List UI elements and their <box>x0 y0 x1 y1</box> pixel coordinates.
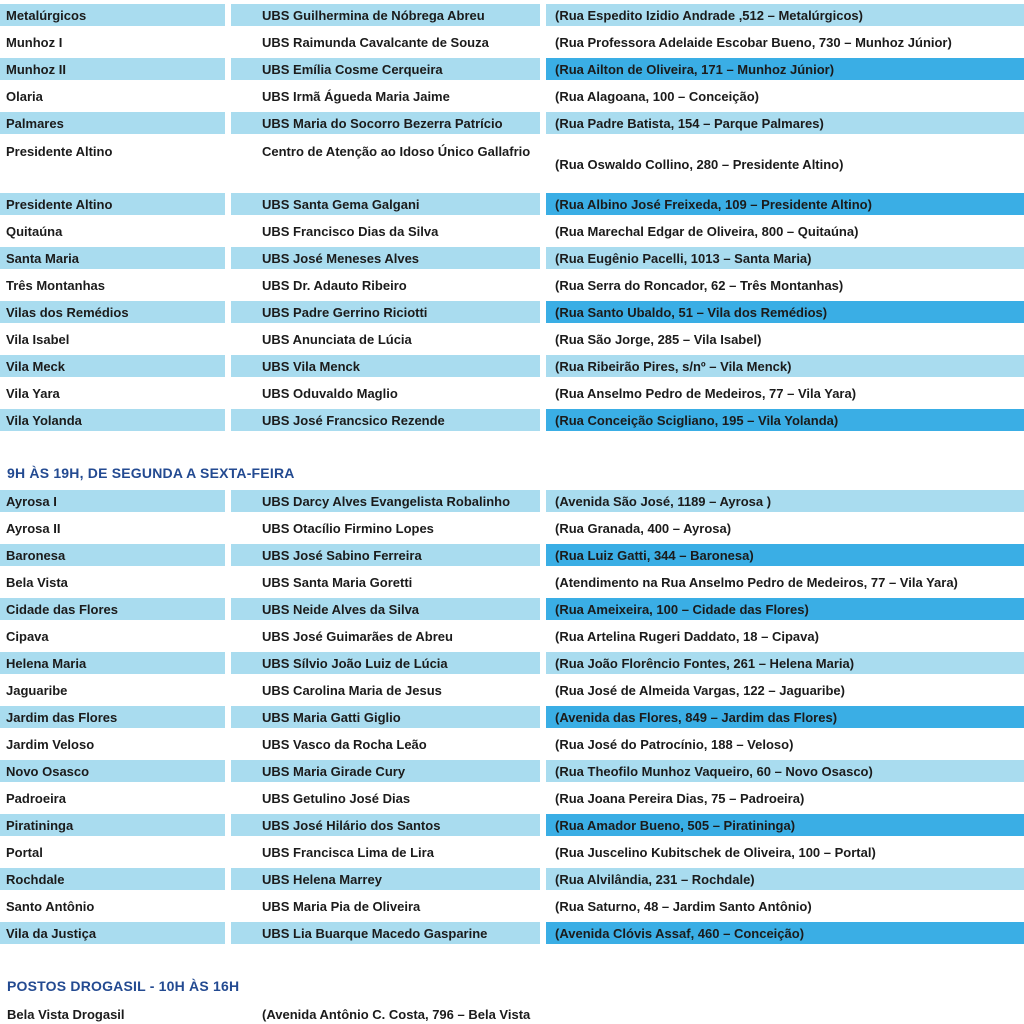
table-row <box>0 733 1024 755</box>
health-unit-cell: UBS Oduvaldo Maglio <box>262 385 398 401</box>
address-cell: (Atendimento na Rua Anselmo Pedro de Medeiros, 77 – Vila Yara) <box>555 574 958 590</box>
address-cell: (Rua Anselmo Pedro de Medeiros, 77 – Vila Yara) <box>555 385 857 401</box>
address-cell: (Rua Oswaldo Collino, 280 – Presidente Altino) <box>555 156 844 172</box>
neighborhood-cell: Ayrosa I <box>0 490 225 512</box>
neighborhood-cell: Portal <box>6 844 43 860</box>
address-cell: (Rua Ameixeira, 100 – Cidade das Flores) <box>546 598 1024 620</box>
table-row <box>0 490 1024 512</box>
table-row <box>0 139 1024 189</box>
table-row <box>0 112 1024 134</box>
health-unit-cell: UBS Helena Marrey <box>231 868 540 890</box>
address-cell: (Rua Saturno, 48 – Jardim Santo Antônio) <box>555 898 812 914</box>
table-row <box>0 85 1024 107</box>
table-row <box>0 625 1024 647</box>
neighborhood-cell: Jaguaribe <box>6 682 68 698</box>
table-row <box>0 355 1024 377</box>
health-unit-cell: UBS José Sabino Ferreira <box>231 544 540 566</box>
drogasil-name: Bela Vista Drogasil <box>7 1007 125 1022</box>
section-title-weekday-hours: 9H ÀS 19H, DE SEGUNDA A SEXTA-FEIRA <box>7 465 295 481</box>
address-cell: (Rua Joana Pereira Dias, 75 – Padroeira) <box>555 790 805 806</box>
address-cell: (Rua Professora Adelaide Escobar Bueno, 730 – Munhoz Júnior) <box>555 34 952 50</box>
address-cell: (Rua São Jorge, 285 – Vila Isabel) <box>555 331 762 347</box>
health-unit-cell: UBS Sílvio João Luiz de Lúcia <box>231 652 540 674</box>
address-cell: (Rua Conceição Scigliano, 195 – Vila Yolanda) <box>546 409 1024 431</box>
neighborhood-cell: Presidente Altino <box>6 144 113 159</box>
address-cell: (Rua Espedito Izidio Andrade ,512 – Metalúrgicos) <box>546 4 1024 26</box>
address-cell: (Rua Eugênio Pacelli, 1013 – Santa Maria) <box>546 247 1024 269</box>
health-unit-cell: UBS Raimunda Cavalcante de Souza <box>262 34 489 50</box>
address-cell: (Rua Serra do Roncador, 62 – Três Montanhas) <box>555 277 844 293</box>
address-cell: (Rua Granada, 400 – Ayrosa) <box>555 520 732 536</box>
table-row <box>0 247 1024 269</box>
health-unit-cell: UBS Santa Gema Galgani <box>231 193 540 215</box>
address-cell: (Avenida Clóvis Assaf, 460 – Conceição) <box>546 922 1024 944</box>
health-unit-cell: UBS Santa Maria Goretti <box>262 574 413 590</box>
table-row <box>0 328 1024 350</box>
health-unit-cell: UBS Otacílio Firmino Lopes <box>262 520 434 536</box>
address-cell: (Rua Alagoana, 100 – Conceição) <box>555 88 759 104</box>
health-unit-cell: UBS José Guimarães de Abreu <box>262 628 453 644</box>
section-title-drogasil: POSTOS DROGASIL - 10H ÀS 16H <box>7 978 240 994</box>
health-unit-cell: UBS Maria do Socorro Bezerra Patrício <box>231 112 540 134</box>
drogasil-address: (Avenida Antônio C. Costa, 796 – Bela Vista <box>262 1007 531 1022</box>
table-row <box>0 274 1024 296</box>
neighborhood-cell: Munhoz I <box>6 34 63 50</box>
health-unit-cell: UBS José Meneses Alves <box>231 247 540 269</box>
neighborhood-cell: Vilas dos Remédios <box>0 301 225 323</box>
address-cell: (Rua Marechal Edgar de Oliveira, 800 – Quitaúna) <box>555 223 859 239</box>
neighborhood-cell: Palmares <box>0 112 225 134</box>
neighborhood-cell: Olaria <box>6 88 43 104</box>
neighborhood-cell: Munhoz II <box>0 58 225 80</box>
address-cell: (Rua João Florêncio Fontes, 261 – Helena Maria) <box>546 652 1024 674</box>
table-row <box>0 652 1024 674</box>
table-row <box>0 706 1024 728</box>
health-unit-cell: UBS Anunciata de Lúcia <box>262 331 412 347</box>
table-row <box>0 544 1024 566</box>
table-row <box>0 814 1024 836</box>
neighborhood-cell: Santo Antônio <box>6 898 95 914</box>
address-cell: (Rua Santo Ubaldo, 51 – Vila dos Remédios) <box>546 301 1024 323</box>
table-row <box>0 760 1024 782</box>
neighborhood-cell: Padroeira <box>6 790 66 806</box>
neighborhood-cell: Vila Meck <box>0 355 225 377</box>
address-cell: (Rua Amador Bueno, 505 – Piratininga) <box>546 814 1024 836</box>
table-row <box>0 193 1024 215</box>
health-unit-cell: UBS Maria Gatti Giglio <box>231 706 540 728</box>
health-unit-cell: UBS Padre Gerrino Riciotti <box>231 301 540 323</box>
neighborhood-cell: Três Montanhas <box>6 277 105 293</box>
neighborhood-cell: Jardim das Flores <box>0 706 225 728</box>
table-row <box>0 571 1024 593</box>
neighborhood-cell: Bela Vista <box>6 574 68 590</box>
neighborhood-cell: Vila Isabel <box>6 331 70 347</box>
neighborhood-cell: Ayrosa II <box>6 520 61 536</box>
table-row <box>0 4 1024 26</box>
health-unit-cell: UBS Francisco Dias da Silva <box>262 223 439 239</box>
table-row <box>0 58 1024 80</box>
neighborhood-cell: Santa Maria <box>0 247 225 269</box>
health-unit-cell: UBS Carolina Maria de Jesus <box>262 682 442 698</box>
health-unit-cell: UBS Lia Buarque Macedo Gasparine <box>231 922 540 944</box>
health-unit-cell: UBS Maria Pia de Oliveira <box>262 898 421 914</box>
table-row <box>0 922 1024 944</box>
table-row <box>0 895 1024 917</box>
neighborhood-cell: Jardim Veloso <box>6 736 95 752</box>
health-unit-cell: UBS Guilhermina de Nóbrega Abreu <box>231 4 540 26</box>
health-unit-cell: UBS Darcy Alves Evangelista Robalinho <box>231 490 540 512</box>
health-unit-cell: UBS Getulino José Dias <box>262 790 411 806</box>
neighborhood-cell: Piratininga <box>0 814 225 836</box>
neighborhood-cell: Presidente Altino <box>0 193 225 215</box>
address-cell: (Rua Padre Batista, 154 – Parque Palmares) <box>546 112 1024 134</box>
table-row <box>0 301 1024 323</box>
table-row <box>0 220 1024 242</box>
address-cell: (Rua Ribeirão Pires, s/nº – Vila Menck) <box>546 355 1024 377</box>
address-cell: (Rua Artelina Rugeri Daddato, 18 – Cipava) <box>555 628 819 644</box>
address-cell: (Avenida São José, 1189 – Ayrosa ) <box>546 490 1024 512</box>
health-unit-cell: UBS José Hilário dos Santos <box>231 814 540 836</box>
health-unit-cell: Centro de Atenção ao Idoso Único Gallafrio <box>262 144 531 159</box>
address-cell: (Rua Juscelino Kubitschek de Oliveira, 100 – Portal) <box>555 844 876 860</box>
neighborhood-cell: Baronesa <box>0 544 225 566</box>
table-row <box>0 517 1024 539</box>
neighborhood-cell: Cidade das Flores <box>0 598 225 620</box>
neighborhood-cell: Vila Yara <box>6 385 60 401</box>
health-unit-cell: UBS Maria Girade Cury <box>231 760 540 782</box>
neighborhood-cell: Novo Osasco <box>0 760 225 782</box>
health-unit-cell: UBS Francisca Lima de Lira <box>262 844 434 860</box>
address-cell: (Rua Alvilândia, 231 – Rochdale) <box>546 868 1024 890</box>
neighborhood-cell: Vila da Justiça <box>0 922 225 944</box>
table-row <box>0 31 1024 53</box>
neighborhood-cell: Rochdale <box>0 868 225 890</box>
table-row <box>0 382 1024 404</box>
table-row <box>0 679 1024 701</box>
health-unit-cell: UBS Vasco da Rocha Leão <box>262 736 427 752</box>
address-cell: (Rua José de Almeida Vargas, 122 – Jaguaribe) <box>555 682 845 698</box>
table-row <box>0 598 1024 620</box>
health-unit-cell: UBS Vila Menck <box>231 355 540 377</box>
address-cell: (Rua Luiz Gatti, 344 – Baronesa) <box>546 544 1024 566</box>
table-row <box>0 787 1024 809</box>
neighborhood-cell: Helena Maria <box>0 652 225 674</box>
health-unit-cell: UBS Irmã Águeda Maria Jaime <box>262 88 450 104</box>
health-unit-cell: UBS Neide Alves da Silva <box>231 598 540 620</box>
health-unit-cell: UBS Dr. Adauto Ribeiro <box>262 277 407 293</box>
table-row <box>0 868 1024 890</box>
address-cell: (Rua Theofilo Munhoz Vaqueiro, 60 – Novo Osasco) <box>546 760 1024 782</box>
neighborhood-cell: Vila Yolanda <box>0 409 225 431</box>
address-cell: (Rua José do Patrocínio, 188 – Veloso) <box>555 736 794 752</box>
address-cell: (Avenida das Flores, 849 – Jardim das Flores) <box>546 706 1024 728</box>
neighborhood-cell: Quitaúna <box>6 223 63 239</box>
address-cell: (Rua Ailton de Oliveira, 171 – Munhoz Júnior) <box>546 58 1024 80</box>
health-unit-cell: UBS José Francsico Rezende <box>231 409 540 431</box>
neighborhood-cell: Metalúrgicos <box>0 4 225 26</box>
address-cell: (Rua Albino José Freixeda, 109 – Presidente Altino) <box>546 193 1024 215</box>
neighborhood-cell: Cipava <box>6 628 49 644</box>
health-unit-cell: UBS Emília Cosme Cerqueira <box>231 58 540 80</box>
table-row <box>0 409 1024 431</box>
table-row <box>0 841 1024 863</box>
